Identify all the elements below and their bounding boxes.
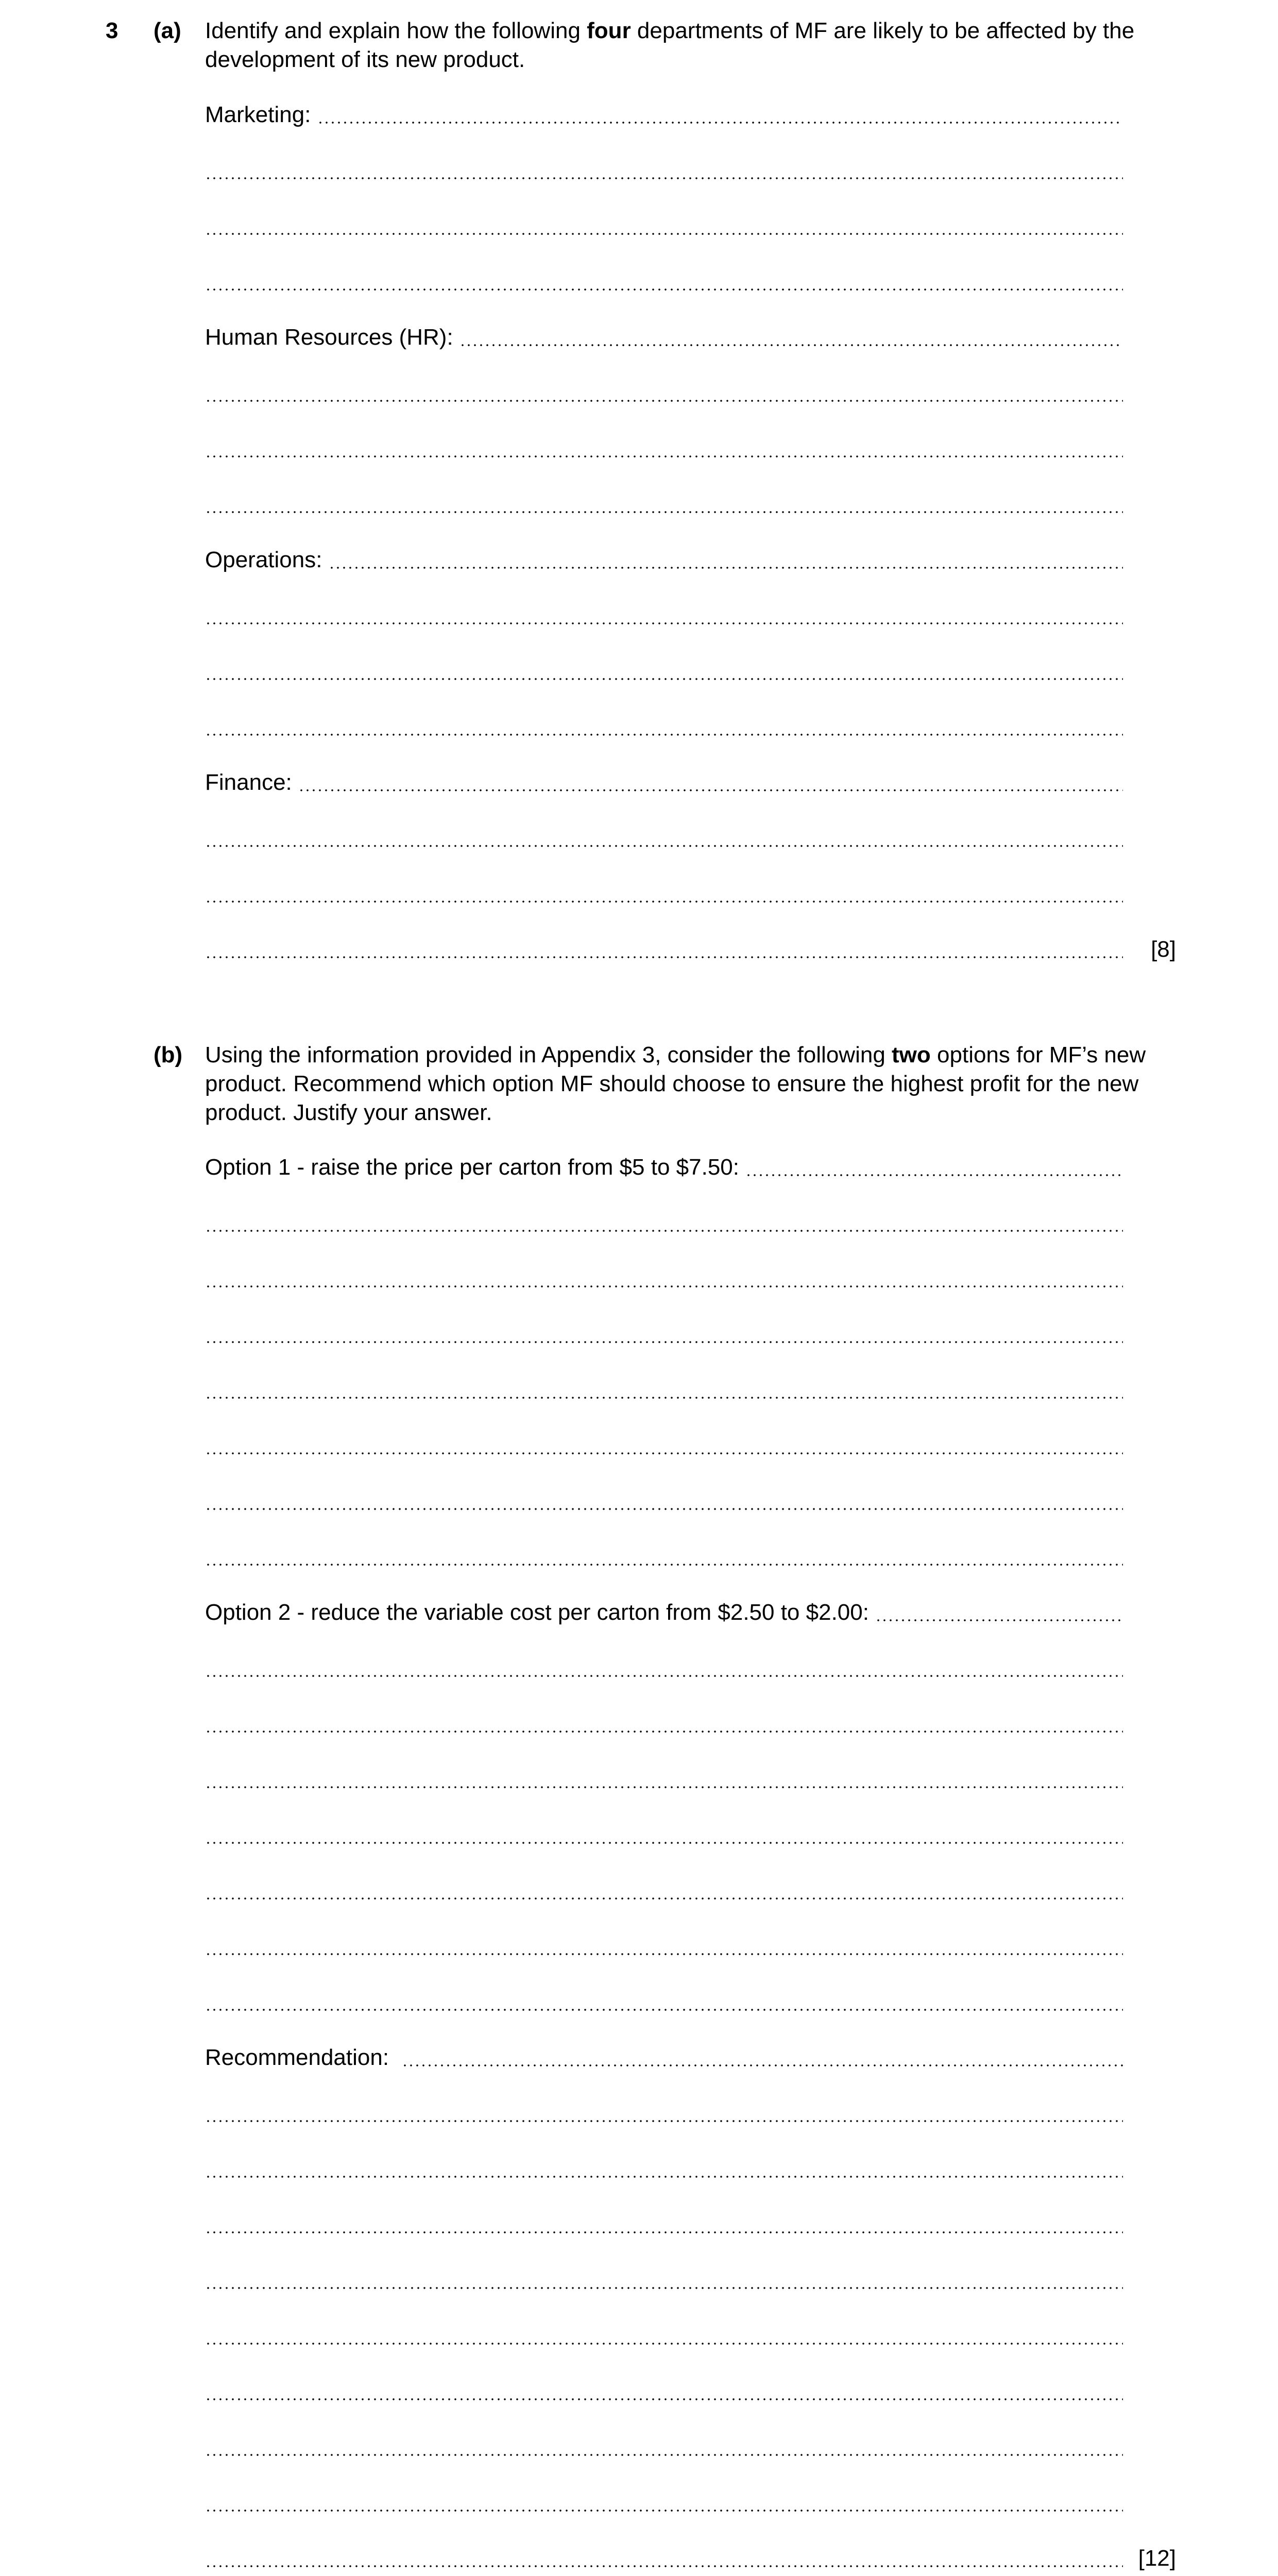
part-b-label: (b) [154, 1042, 183, 1067]
answer-line[interactable] [205, 267, 1123, 296]
dotted-line [205, 1786, 1123, 1789]
answer-line[interactable] [205, 601, 1123, 630]
dotted-line [205, 399, 1123, 402]
answer-line[interactable] [205, 212, 1123, 241]
part-b-question [205, 1041, 1176, 1127]
answer-line[interactable] [205, 879, 1123, 908]
answer-line[interactable] [205, 2155, 1123, 2183]
part-b-text-bold: two [892, 1042, 931, 1067]
part-a-question [205, 16, 1176, 74]
part-b-marks: [12] [1138, 2546, 1176, 2571]
dotted-line [205, 2398, 1123, 2401]
dotted-line [205, 2120, 1123, 2123]
dotted-line [205, 2286, 1123, 2290]
answer-line[interactable] [205, 1765, 1123, 1794]
answer-line[interactable] [205, 2266, 1123, 2295]
dotted-line [875, 1619, 1123, 1622]
dotted-line [205, 844, 1123, 848]
answer-line[interactable] [205, 1376, 1123, 1404]
answer-line[interactable] [205, 1209, 1123, 1238]
dotted-line [205, 622, 1123, 625]
hr-label: Human Resources (HR): [205, 325, 459, 350]
dotted-line [205, 511, 1123, 514]
answer-line[interactable] [205, 1320, 1123, 1349]
dotted-line [205, 1507, 1123, 1511]
dotted-line [205, 455, 1123, 458]
part-b-text-start: Using the information provided in Appendix 3, consider the following [205, 1042, 892, 1067]
answer-line[interactable] [205, 935, 1123, 964]
answer-line[interactable] [205, 490, 1123, 519]
answer-line[interactable] [205, 1431, 1123, 1460]
dotted-line [317, 121, 1123, 124]
part-a-label: (a) [154, 18, 181, 43]
option-1-label: Option 1 - raise the price per carton from $5 to $7.50: [205, 1155, 746, 1180]
answer-line[interactable] [205, 2433, 1123, 2462]
answer-line[interactable] [205, 1264, 1123, 1293]
answer-line-operations[interactable] [205, 546, 1123, 574]
answer-line[interactable] [205, 1988, 1123, 2016]
dotted-line [205, 1674, 1123, 1677]
marketing-label: Marketing: [205, 102, 317, 127]
dotted-line [205, 1563, 1123, 1566]
answer-line[interactable] [205, 824, 1123, 853]
answer-line-option-1[interactable] [205, 1153, 1123, 1182]
answer-line[interactable] [205, 1932, 1123, 1961]
dotted-line [205, 2008, 1123, 2011]
answer-line[interactable] [205, 1821, 1123, 1850]
answer-line[interactable] [205, 713, 1123, 741]
dotted-line [205, 2231, 1123, 2234]
dotted-line [329, 566, 1123, 569]
answer-line[interactable] [205, 2321, 1123, 2350]
dotted-line [205, 1841, 1123, 1844]
answer-line[interactable] [205, 434, 1123, 463]
dotted-line [205, 1953, 1123, 1956]
answer-line[interactable] [205, 1543, 1123, 1571]
dotted-line [459, 344, 1123, 347]
answer-line[interactable] [205, 1709, 1123, 1738]
finance-label: Finance: [205, 770, 298, 795]
dotted-line [205, 1730, 1123, 1733]
answer-line-option-2[interactable] [205, 1598, 1123, 1627]
answer-line[interactable] [205, 657, 1123, 686]
answer-line[interactable] [205, 2377, 1123, 2406]
dotted-line [205, 1396, 1123, 1399]
dotted-line [205, 956, 1123, 959]
dotted-line [205, 733, 1123, 736]
answer-line[interactable] [205, 2210, 1123, 2239]
dotted-line [745, 1174, 1123, 1177]
dotted-line [205, 177, 1123, 180]
answer-line[interactable] [205, 379, 1123, 408]
dotted-line [205, 1285, 1123, 1288]
part-a-text-bold: four [587, 18, 631, 43]
dotted-line [205, 2565, 1123, 2568]
recommendation-label: Recommendation: [205, 2045, 402, 2070]
dotted-line [205, 232, 1123, 235]
dotted-line [205, 2453, 1123, 2456]
part-a-text-end: departments of MF are likely to be affected by the development of its new product. [205, 18, 1135, 72]
answer-line[interactable] [205, 2544, 1123, 2573]
part-a-text-start: Identify and explain how the following [205, 18, 587, 43]
dotted-line [205, 1452, 1123, 1455]
dotted-line [298, 789, 1123, 792]
question-number: 3 [106, 18, 118, 43]
dotted-line [205, 2175, 1123, 2178]
dotted-line [205, 2509, 1123, 2512]
answer-line[interactable] [205, 1654, 1123, 1683]
answer-line[interactable] [205, 156, 1123, 185]
dotted-line [205, 288, 1123, 291]
answer-line[interactable] [205, 1487, 1123, 1516]
answer-line-finance[interactable] [205, 768, 1123, 797]
dotted-line [205, 1341, 1123, 1344]
answer-line-hr[interactable] [205, 323, 1123, 352]
part-b-text-end: options for MF’s new product. Recommend which option MF should choose to ensure the highest profit for the new product. Justify your answer. [205, 1042, 1146, 1125]
dotted-line [205, 900, 1123, 903]
option-2-label: Option 2 - reduce the variable cost per carton from $2.50 to $2.00: [205, 1600, 876, 1625]
dotted-line [205, 677, 1123, 681]
answer-line[interactable] [205, 2099, 1123, 2128]
answer-line-recommendation[interactable] [205, 2043, 1123, 2072]
answer-line[interactable] [205, 1876, 1123, 1905]
answer-line-marketing[interactable] [205, 100, 1123, 129]
part-a-marks: [8] [1151, 937, 1176, 962]
dotted-line [205, 1229, 1123, 1232]
dotted-line [402, 2064, 1123, 2067]
dotted-line [205, 1897, 1123, 1900]
dotted-line [205, 2342, 1123, 2345]
answer-line[interactable] [205, 2488, 1123, 2517]
operations-label: Operations: [205, 547, 329, 572]
